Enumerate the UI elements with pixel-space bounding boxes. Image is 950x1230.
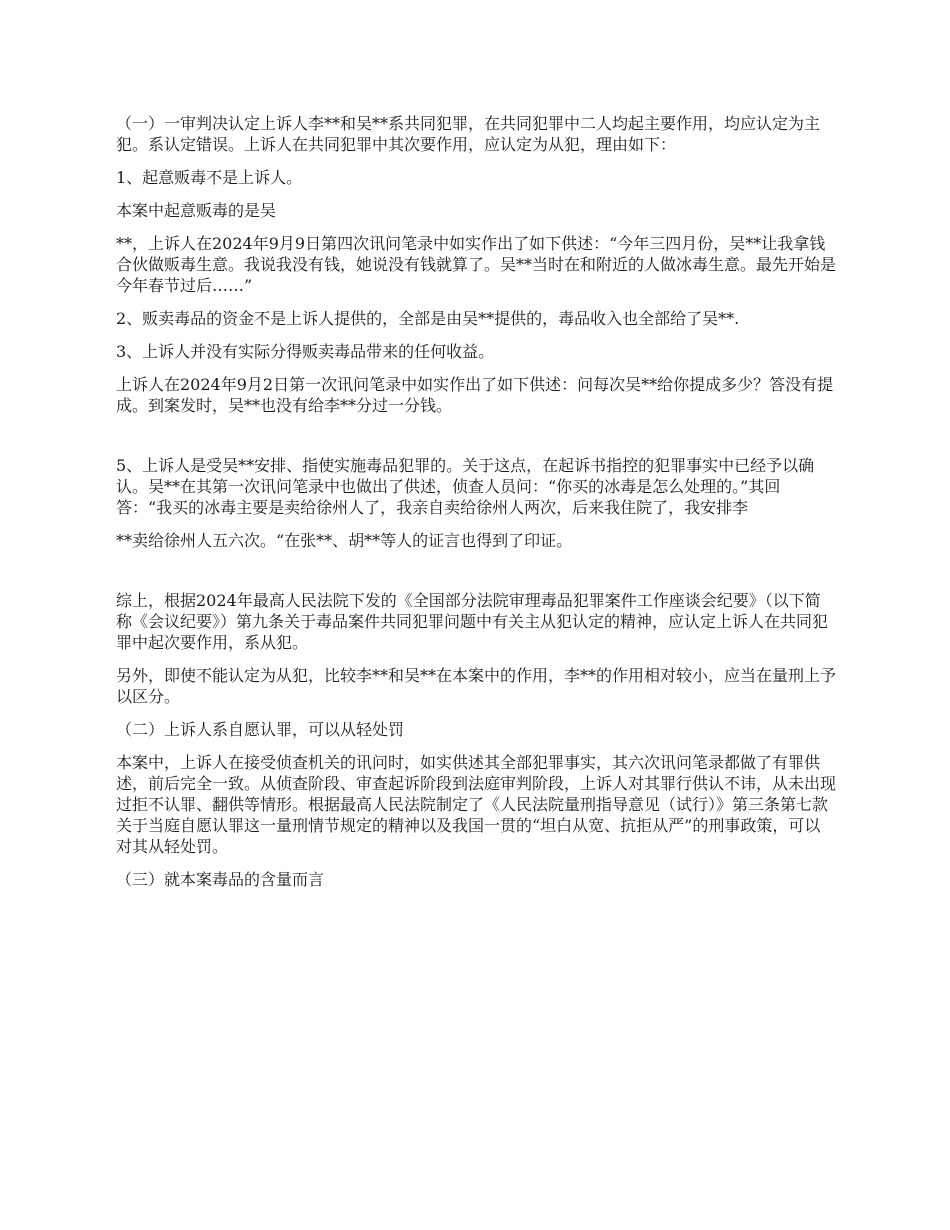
paragraph-item-3: 3、上诉人并没有实际分得贩卖毒品带来的任何收益。 (116, 342, 495, 361)
paragraph-item-2: 2、贩卖毒品的资金不是上诉人提供的，全部是由吴**提供的，毒品收入也全部给了吴**. (116, 309, 740, 328)
paragraph-point-three: （三）就本案毒品的含量而言 (116, 870, 325, 889)
spacer (116, 563, 836, 590)
paragraph-confession-1: 上诉人在2024年9月2日第一次讯问笔录中如实作出了如下供述：问每次吴**给你提成多少？答没有提成。到案发时，吴**也没有给李**分过一分钱。 (116, 375, 834, 415)
paragraph-conclusion: 综上，根据2024年最高人民法院下发的《全国部分法院审理毒品犯罪案件工作座谈会纪要》（以下简称《会议纪要》）第九条关于毒品案件共同犯罪问题中有关主从犯认定的精神，应认定上诉人在共同犯罪中起次要作用，系从犯。 (116, 591, 829, 652)
document-body (116, 113, 836, 902)
paragraph-alternative: 另外，即使不能认定为从犯，比较李**和吴**在本案中的作用，李**的作用相对较小，应当在量刑上予以区分。 (116, 666, 837, 706)
paragraph-instigator: 本案中起意贩毒的是吴 (116, 201, 277, 220)
paragraph-confession-4: **，上诉人在2024年9月9日第四次讯问笔录中如实作出了如下供述：“今年三四月份，吴**让我拿钱合伙做贩毒生意。我说我没有钱，她说没有钱就算了。吴**当时在和附近的人做冰毒生意。最先开始是今年春节过后……” (116, 234, 837, 295)
paragraph-item-1: 1、起意贩毒不是上诉人。 (116, 168, 303, 187)
paragraph-point-one: （一）一审判决认定上诉人李**和吴**系共同犯罪，在共同犯罪中二人均起主要作用，均应认定为主犯。系认定错误。上诉人在共同犯罪中其次要作用，应认定为从犯，理由如下： (116, 114, 821, 154)
paragraph-point-two: （二）上诉人系自愿认罪，可以从轻处罚 (116, 720, 405, 739)
spacer (116, 428, 836, 455)
paragraph-item-5: 5、上诉人是受吴**安排、指使实施毒品犯罪的。关于这点，在起诉书指控的犯罪事实中已经予以确认。吴**在其第一次讯问笔录中也做出了供述，侦查人员问：“你买的冰毒是怎么处理的。”其回答：“我买的冰毒主要是卖给徐州人了，我亲自卖给徐州人两次，后来我住院了，我安排李 (116, 456, 815, 517)
paragraph-testimony: **卖给徐州人五六次。“在张**、胡**等人的证言也得到了印证。 (116, 531, 573, 550)
paragraph-confession-detail: 本案中，上诉人在接受侦查机关的讯问时，如实供述其全部犯罪事实，其六次讯问笔录都做了有罪供述，前后完全一致。从侦查阶段、审查起诉阶段到法庭审判阶段，上诉人对其罪行供认不讳，从未出现过拒不认罪、翻供等情形。根据最高人民法院制定了《人民法院量刑指导意见（试行）》第三条第七款关于当庭自愿认罪这一量刑情节规定的精神以及我国一贯的“坦白从宽、抗拒从严”的刑事政策，可以对其从轻处罚。 (116, 753, 837, 856)
